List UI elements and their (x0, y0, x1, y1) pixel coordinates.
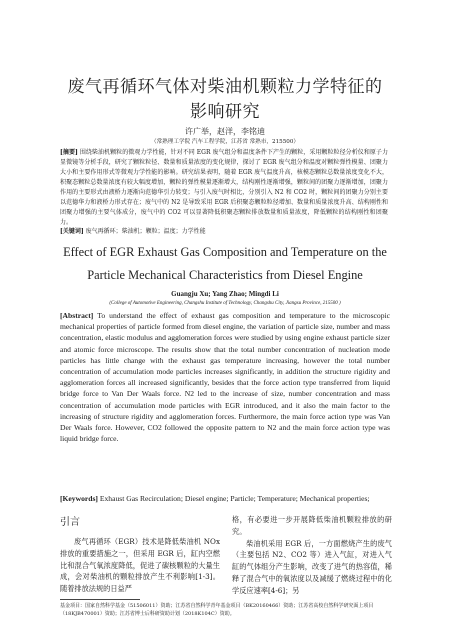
keywords-cn (60, 227, 388, 237)
intro-paragraph-right-2: 柴油机采用 EGR 后，一方面燃烧产生的废气（主要包括 N2、CO2 等）进入气缸，对进入气缸的气体组分产生影响，改变了进气的热容值，稀释了混合气中的氧浓度以及减缓了燃烧过程中的化学反应速率[4-6]；另 (232, 538, 392, 595)
affiliation-en: (College of Automotive Engineering, Changshu Institute of Technology, Changshu City, Jiangsu Province, 215500 ) (109, 301, 341, 306)
keywords-en (60, 493, 390, 504)
footnote-rule (60, 599, 140, 600)
keywords-cn-text: 废气再循环；柴油机；颗粒；温度；力学性能 (85, 228, 206, 235)
keywords-cn-label: [关键词] (60, 228, 84, 235)
title-cn-line2: 影响研究 (190, 102, 260, 122)
affiliation-cn: （常熟理工学院 汽车工程学院，江苏省 常熟市，215500） (151, 139, 299, 145)
abstract-cn (60, 148, 388, 228)
abstract-cn-text: 围绕柴油机颗粒的微观力学性能，针对不同 EGR 废气组分和温度条件下产生的颗粒，采用颗粒粒径分析仪和原子力显微镜等分析手段，研究了颗粒粒径、数量和质量浓度的变化规律，探讨了 EGR 废气组分和温度对颗粒弹性模量、团聚力大小和主要作用形式等微观力学性能的影响。研究结果表明，随着 EGR 废气温度升高，核模态颗粒总数量浓度变化不大，积聚态颗粒总数量浓度有较大幅度增加，颗粒的弹性模量逐渐增大，结构刚性逐渐增强，颗粒间的团聚力逐渐增加，团聚力作用的主要形式由液桥力逐渐向范德华引力转变；与引入废气时相比，分别引入 N2 和 CO2 时，颗粒间的团聚力分别主要以范德华力和液桥力形式存在；废气中的 N2 是导致采用 EGR 后积聚态颗粒粒径增加、数量和质量浓度升高、结构刚性和团聚力增强的主要气体成分，废气中的 CO2 可以显著降低积聚态颗粒排放数量和质量浓度，降低颗粒的结构刚性和团聚力。 (60, 149, 388, 226)
keywords-en-text: Exhaust Gas Recirculation; Diesel engine; Particle; Temperature; Mechanical properties; (99, 494, 370, 503)
abstract-en (60, 310, 390, 444)
authors-en: Guangju Xu; Yang Zhao; Mingdi Li (171, 290, 279, 298)
title-cn-line1: 废气再循环气体对柴油机颗粒力学特征的 (67, 77, 383, 97)
authors-cn: 许广举，赵洋，李铭迪 (185, 127, 265, 136)
intro-paragraph-left: 废气再循环（EGR）技术是降低柴油机 NOx 排放的重要措施之一，但采用 EGR 后，缸内空燃比和混合气氧浓度降低，促进了碳核颗粒的大量生成，会对柴油机的颗粒排放产生不利影响[1-3]。随着排放法规的日益严 (60, 537, 220, 594)
abstract-en-text: To understand the effect of exhaust gas composition and temperature to the microscopic mechanical properties of particle formed from diesel engine, the variation of particle size, number and mass concentration, elastic modulus and agglomeration forces were studied by using engine exhaust particle sizer and atomic force microscope. The results show that the total number concentration of nucleation mode particles has little change with the exhaust gas temperature increasing, however the total number concentration of accumulation mode particles increases significantly, in addition the structure rigidity and agglomeration forces all increased significantly, besides that the force action type transferred from liquid bridge force to Van Der Waals force. N2 led to the increase of size, number concentration and mass concentration of accumulation mode particles with EGR introduced, and it also the main factor to the increasing of structure rigidity and agglomeration forces. Furthermore, the main force action type was Van Der Waals force. However, CO2 followed the opposite pattern to N2 and the main force action type was liquid bridge force. (60, 311, 390, 444)
funding-footnote: 基金项目：国家自然科学基金（51506011）资助；江苏省自然科学青年基金项目（BK20160466）资助；江苏省高校自然科学研究面上项目（18KJB470001）资助；江苏省博士后科研资助计划（2018K104C）资助。 (60, 603, 374, 617)
intro-right-column (232, 514, 392, 597)
keywords-en-label: [Keywords] (60, 494, 98, 503)
title-en-line2: Particle Mechanical Characteristics from Diesel Engine (87, 268, 363, 282)
intro-left-column (60, 516, 220, 595)
title-en-line1: Effect of EGR Exhaust Gas Composition and Temperature on the (63, 245, 387, 259)
abstract-en-label: [Abstract] (60, 311, 94, 320)
intro-paragraph-right-1: 格，有必要进一步开展降低柴油机颗粒排放的研究。 (232, 515, 392, 536)
section-heading-intro: 引言 (60, 517, 80, 528)
abstract-cn-label: [摘要] (60, 149, 78, 156)
